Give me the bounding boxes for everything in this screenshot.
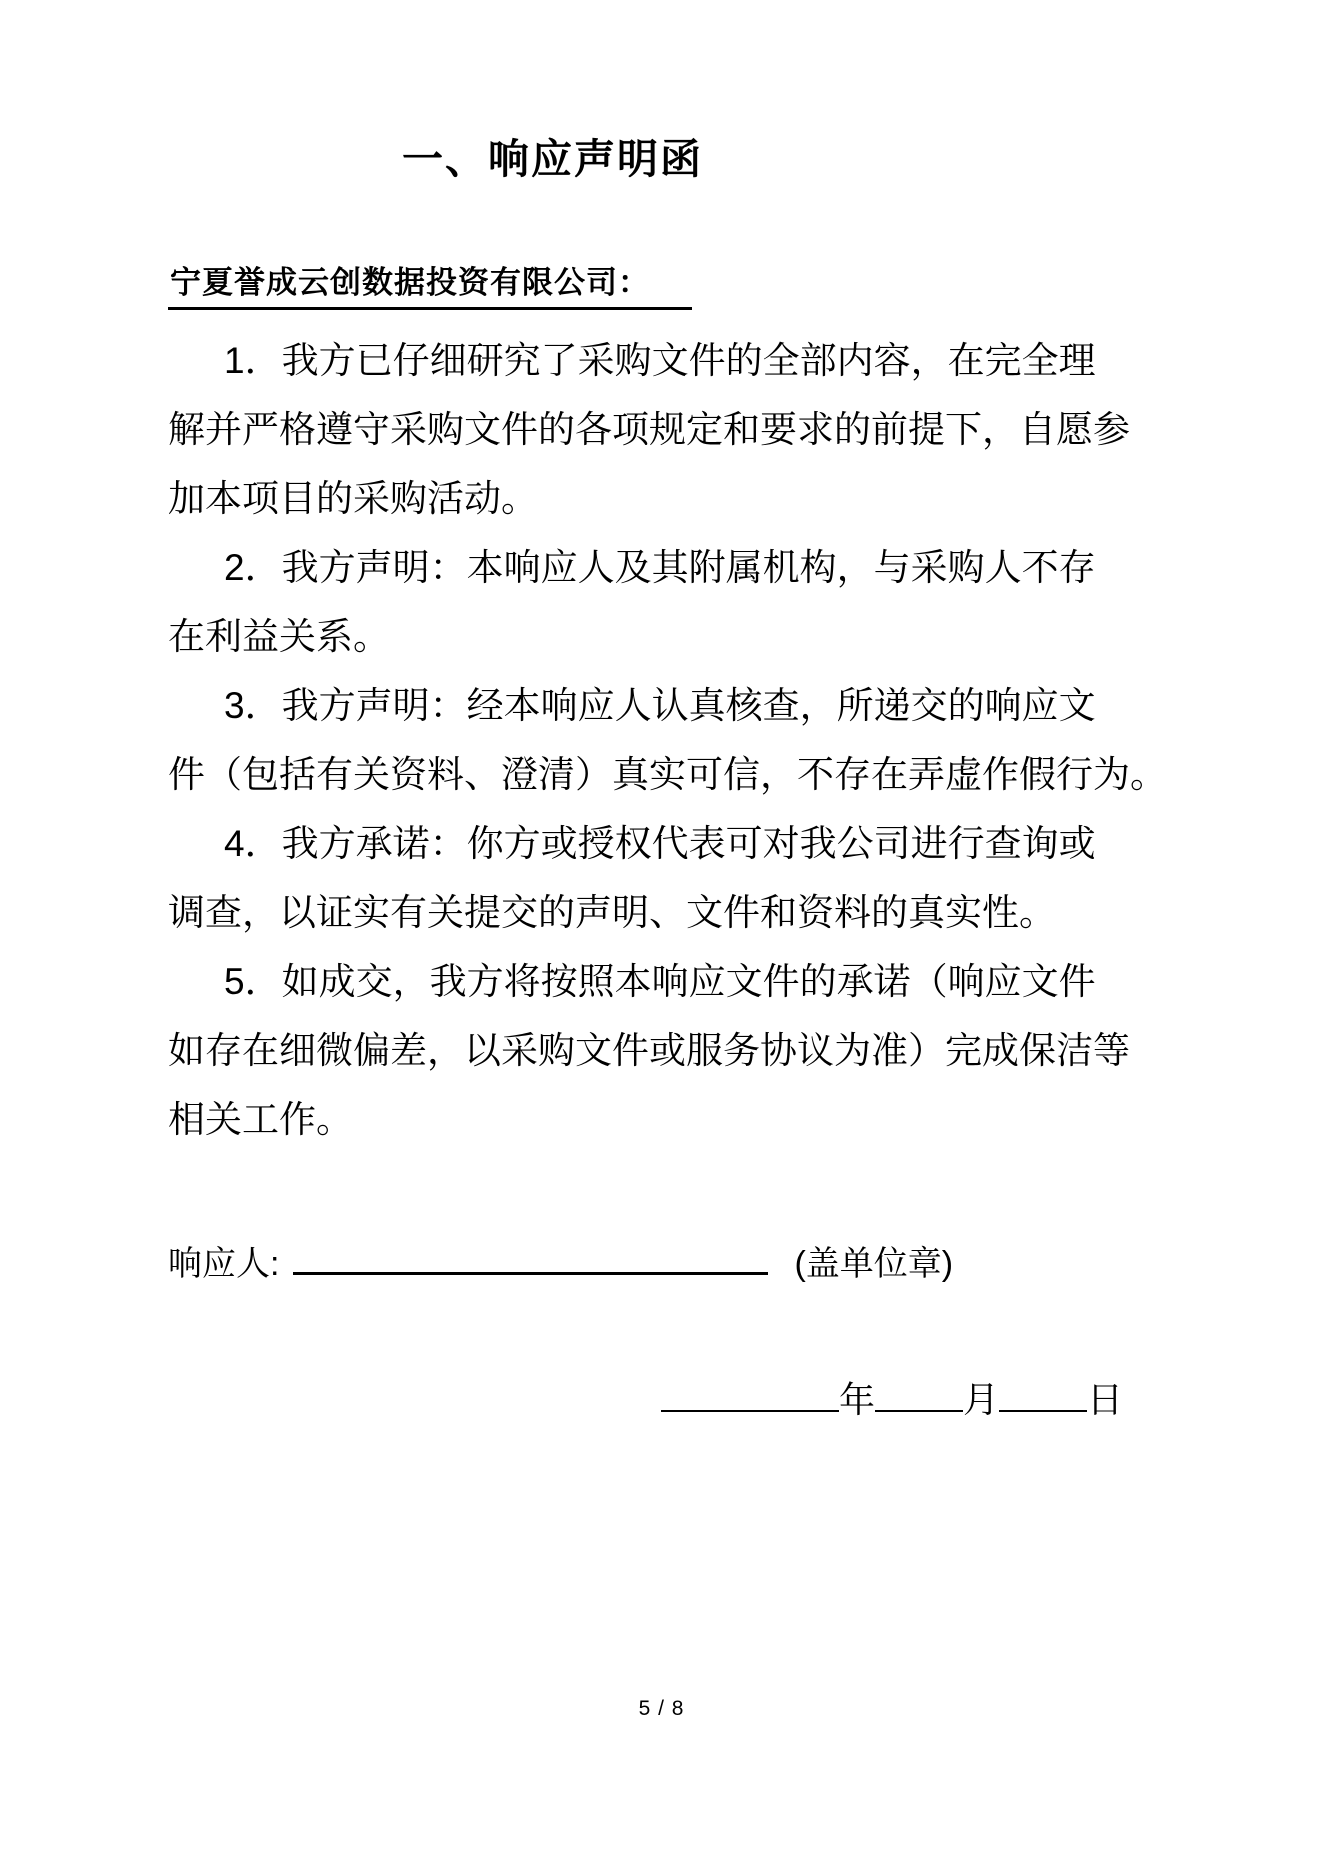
day-label: 日 bbox=[1086, 1379, 1123, 1420]
paragraph-line: 1．我方已仔细研究了采购文件的全部内容，在完全理 bbox=[224, 340, 1096, 381]
date-row bbox=[168, 1365, 1203, 1434]
paragraph-line: 件（包括有关资料、澄清）真实可信，不存在弄虚作假行为。 bbox=[168, 754, 1167, 795]
paragraph-line: 5．如成交，我方将按照本响应文件的承诺（响应文件 bbox=[224, 961, 1096, 1002]
paragraph-line: 解并严格遵守采购文件的各项规定和要求的前提下，自愿参 bbox=[168, 409, 1130, 450]
paragraph-1 bbox=[168, 326, 1203, 533]
page-title: 一、响应声明函 bbox=[402, 136, 703, 182]
day-blank bbox=[999, 1410, 1087, 1412]
respondent-label: 响应人: bbox=[168, 1245, 280, 1283]
signature-blank bbox=[293, 1272, 768, 1275]
page-content bbox=[0, 257, 1323, 1434]
paragraph-line: 调查，以证实有关提交的声明、文件和资料的真实性。 bbox=[168, 892, 1056, 933]
paragraph-line: 如存在细微偏差，以采购文件或服务协议为准）完成保洁等 bbox=[168, 1030, 1130, 1071]
month-label: 月 bbox=[962, 1379, 999, 1420]
paragraph-line: 相关工作。 bbox=[168, 1099, 353, 1140]
paragraph-line: 4．我方承诺：你方或授权代表可对我公司进行查询或 bbox=[224, 823, 1096, 864]
year-label: 年 bbox=[838, 1379, 875, 1420]
year-blank bbox=[661, 1410, 839, 1412]
page-number: 5 / 8 bbox=[638, 1697, 685, 1720]
paragraph-line: 在利益关系。 bbox=[168, 616, 390, 657]
paragraph-3 bbox=[168, 671, 1203, 809]
addressee-line bbox=[168, 257, 1203, 310]
body-paragraphs bbox=[168, 326, 1203, 1154]
paragraph-5 bbox=[168, 947, 1203, 1154]
addressee-text: 宁夏誉成云创数据投资有限公司： bbox=[168, 257, 692, 310]
paragraph-line: 3．我方声明：经本响应人认真核查，所递交的响应文 bbox=[224, 685, 1096, 726]
paragraph-line: 2．我方声明：本响应人及其附属机构，与采购人不存 bbox=[224, 547, 1096, 588]
paragraph-4 bbox=[168, 809, 1203, 947]
paragraph-line: 加本项目的采购活动。 bbox=[168, 478, 538, 519]
signature-row bbox=[168, 1230, 1203, 1299]
paragraph-2 bbox=[168, 533, 1203, 671]
stamp-note: (盖单位章) bbox=[794, 1245, 954, 1283]
month-blank bbox=[875, 1410, 963, 1412]
